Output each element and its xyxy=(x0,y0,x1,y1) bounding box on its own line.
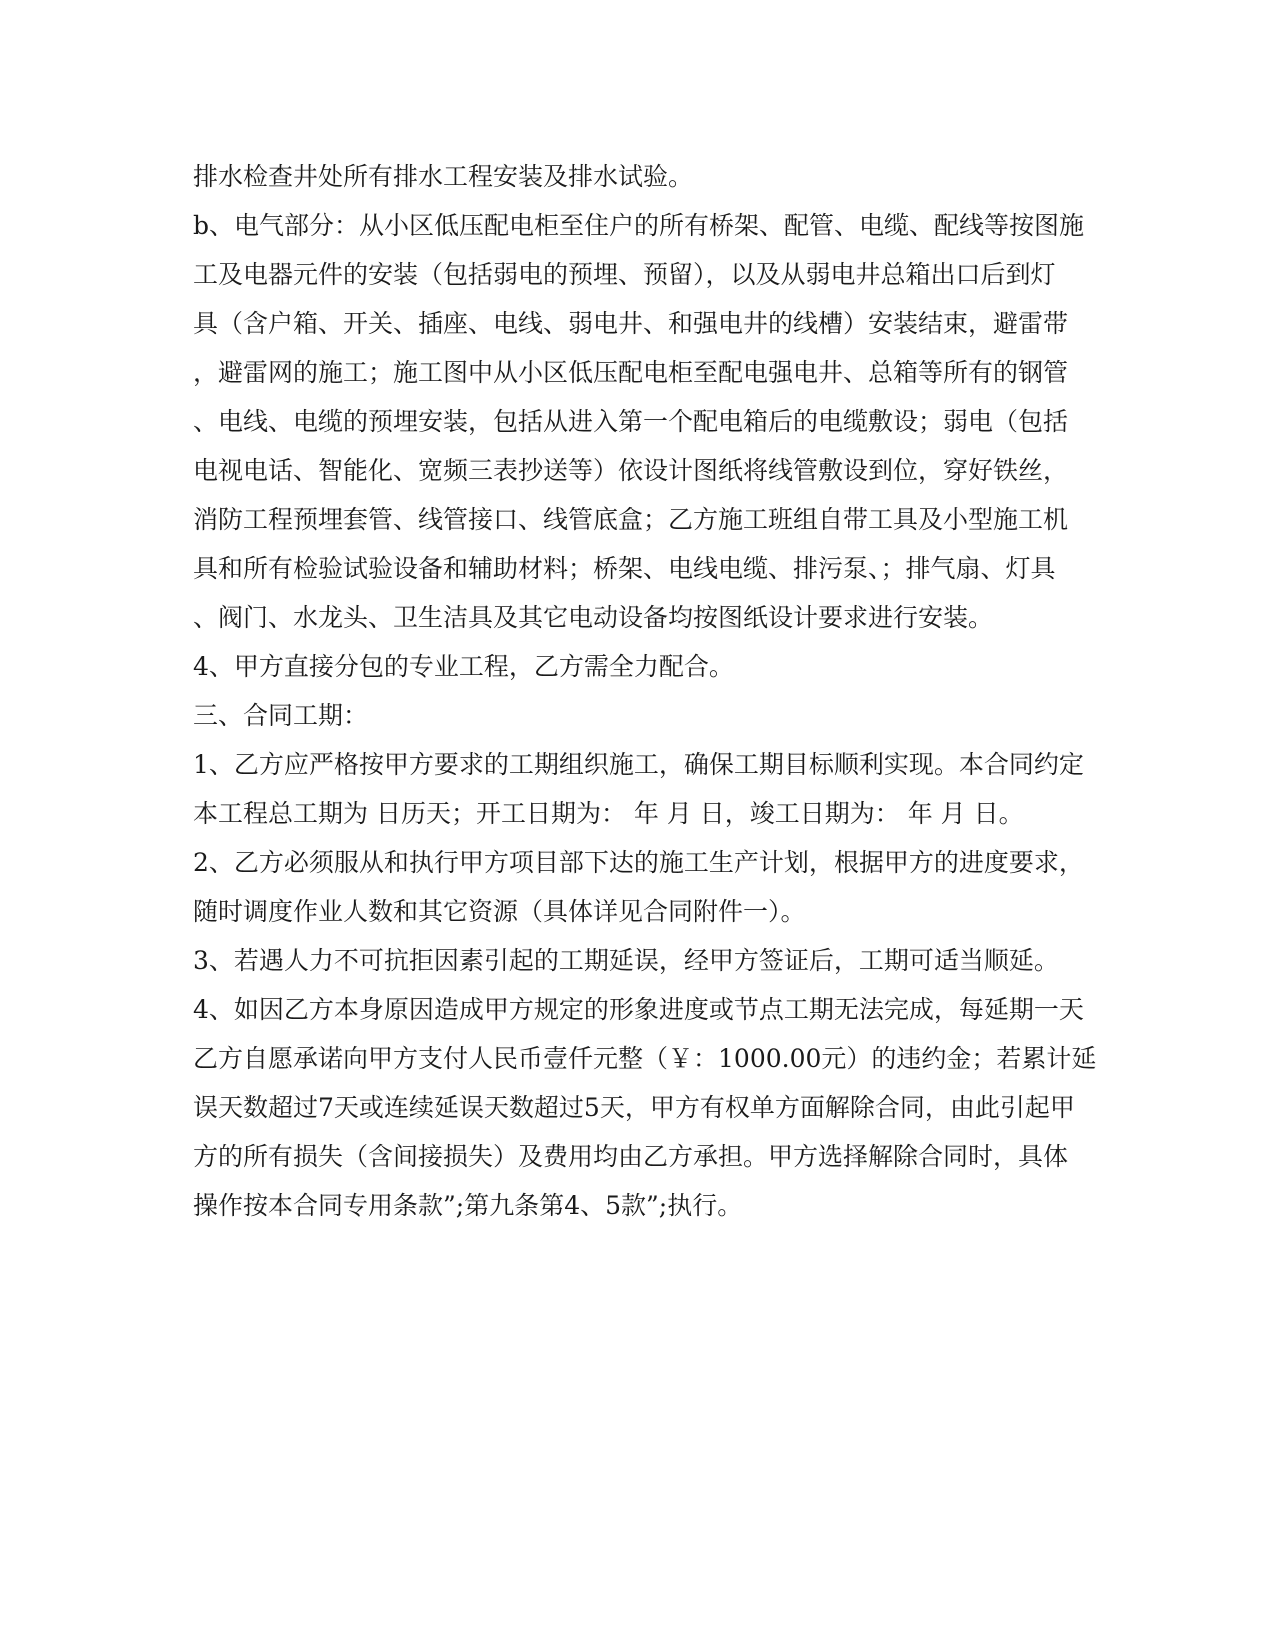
text-line: 消防工程预埋套管、线管接口、线管底盒；乙方施工班组自带工具及小型施工机 xyxy=(193,505,1069,534)
text-line: ，避雷网的施工；施工图中从小区低压配电柜至配电强电井、总箱等所有的钢管 xyxy=(193,358,1069,387)
text-line: 2、乙方必须服从和执行甲方项目部下达的施工生产计划，根据甲方的进度要求， xyxy=(193,848,1084,877)
text-line: 4、甲方直接分包的专业工程，乙方需全力配合。 xyxy=(193,652,734,681)
text-line: 误天数超过7天或连续延误天数超过5天，甲方有权单方面解除合同，由此引起甲 xyxy=(193,1093,1075,1122)
text-line: 方的所有损失（含间接损失）及费用均由乙方承担。甲方选择解除合同时，具体 xyxy=(193,1142,1069,1171)
text-line: 随时调度作业人数和其它资源（具体详见合同附件一）。 xyxy=(193,897,806,926)
text-line: 操作按本合同专用条款”;第九条第4、5款”;执行。 xyxy=(193,1191,743,1220)
text-line: 排水检查井处所有排水工程安装及排水试验。 xyxy=(193,162,694,191)
text-line: 工及电器元件的安装（包括弱电的预埋、预留），以及从弱电井总箱出口后到灯 xyxy=(193,260,1056,289)
text-line: 具（含户箱、开关、插座、电线、弱电井、和强电井的线槽）安装结束，避雷带 xyxy=(193,309,1069,338)
section-heading: 三、合同工期： xyxy=(193,701,369,730)
text-line: 3、若遇人力不可抗拒因素引起的工期延误，经甲方签证后，工期可适当顺延。 xyxy=(193,946,1059,975)
text-line: 具和所有检验试验设备和辅助材料；桥架、电线电缆、排污泵、；排气扇、灯具 xyxy=(193,554,1056,583)
text-line: 本工程总工期为 日历天；开工日期为： 年 月 日，竣工日期为： 年 月 日。 xyxy=(193,799,1024,828)
text-line: b、电气部分：从小区低压配电柜至住户的所有桥架、配管、电缆、配线等按图施 xyxy=(193,211,1085,240)
text-line: 、电线、电缆的预埋安装，包括从进入第一个配电箱后的电缆敷设；弱电（包括 xyxy=(193,407,1069,436)
text-line: 、阀门、水龙头、卫生洁具及其它电动设备均按图纸设计要求进行安装。 xyxy=(193,603,994,632)
text-line: 4、如因乙方本身原因造成甲方规定的形象进度或节点工期无法完成，每延期一天 xyxy=(193,995,1084,1024)
text-line: 乙方自愿承诺向甲方支付人民币壹仟元整（￥：1000.00元）的违约金；若累计延 xyxy=(193,1044,1097,1073)
text-line: 1、乙方应严格按甲方要求的工期组织施工，确保工期目标顺利实现。本合同约定 xyxy=(193,750,1084,779)
text-line: 电视电话、智能化、宽频三表抄送等）依设计图纸将线管敷设到位，穿好铁丝， xyxy=(193,456,1069,485)
document-body xyxy=(193,152,1097,1230)
